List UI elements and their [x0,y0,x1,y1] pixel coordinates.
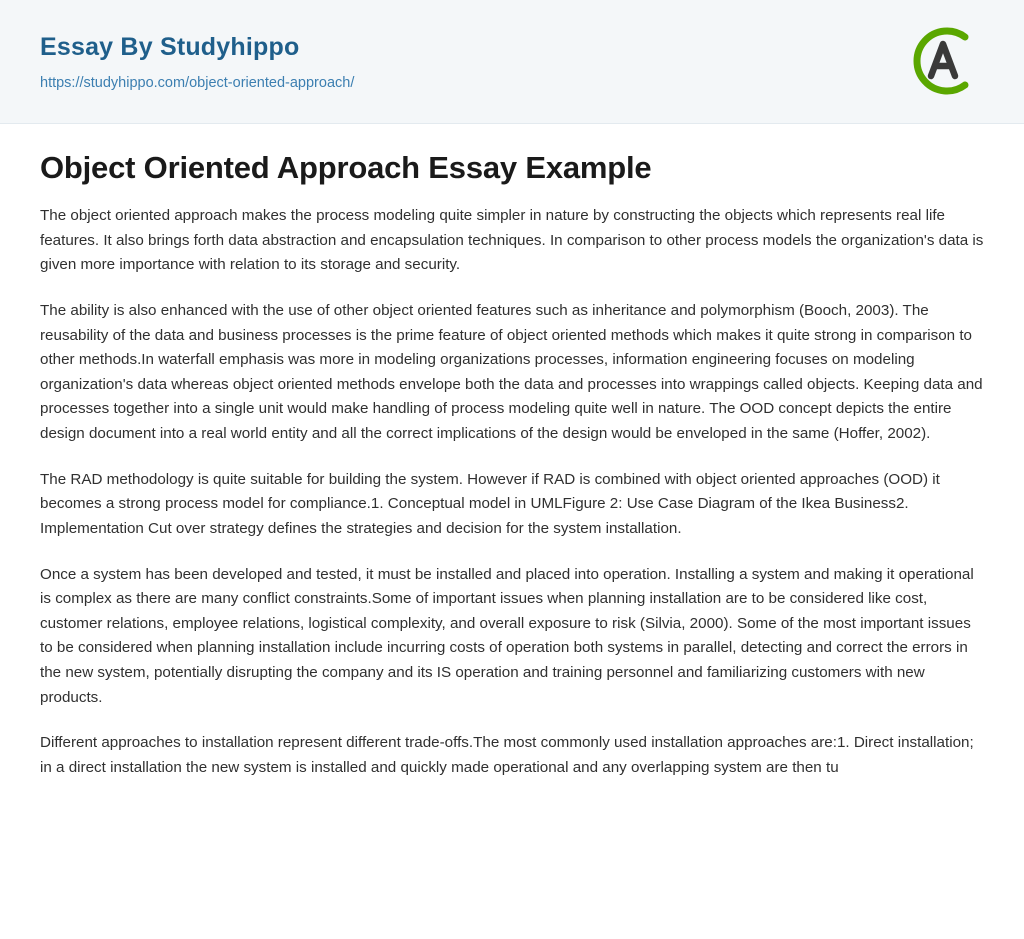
article-paragraph: The object oriented approach makes the process modeling quite simpler in nature by constructing the objects which represents real life features. It also brings forth data abstraction and encapsulation techniques. In comparison to other process models the organization's data is given more importance with relation to its storage and security. [40,207,984,274]
article-body [0,124,1024,781]
site-url-link[interactable]: https://studyhippo.com/object-oriented-approach/ [40,75,355,91]
article-paragraph: Different approaches to installation represent different trade-offs.The most commonly used installation approaches are:1. Direct installation; in a direct installation the new system is installed and quickly made operational and any overlapping system are then tu [40,734,974,776]
letter-a-circle-logo-icon [904,22,982,100]
site-header [0,0,1024,124]
site-brand-title: Essay By Studyhippo [40,33,300,61]
page-title: Object Oriented Approach Essay Example [40,150,652,185]
article-paragraph: Once a system has been developed and tested, it must be installed and placed into operation. Installing a system and making it operational is complex as there are many conflict constraints.Some of important issues when planning installation are to be considered like cost, customer relations, employee relations, logistical complexity, and overall exposure to risk (Silvia, 2000). Some of the most important issues to be considered when planning installation include incurring costs of operation both systems in parallel, detecting and correct the errors in the new system, potentially disrupting the company and its IS operation and training personnel and familiarizing customers with new products. [40,565,974,706]
article-paragraph: The ability is also enhanced with the use of other object oriented features such as inheritance and polymorphism (Booch, 2003). The reusability of the data and business processes is the prime feature of object oriented methods which makes it quite strong in comparison to other methods.In waterfall emphasis was more in modeling organizations processes, information engineering focuses on modeling organization's data whereas object oriented methods envelope both the data and processes into wrappings called objects. Keeping data and processes together into a single unit would make handling of process modeling quite well in nature. The OOD concept depicts the entire design document into a real world entity and all the correct implications of the design would be enveloped in the same (Hoffer, 2002). [40,301,983,442]
article-paragraph: The RAD methodology is quite suitable for building the system. However if RAD is combined with object oriented approaches (OOD) it becomes a strong process model for compliance.1. Conceptual model in UMLFigure 2: Use Case Diagram of the Ikea Business2. Implementation Cut over strategy defines the strategies and decision for the system installation. [40,470,940,537]
